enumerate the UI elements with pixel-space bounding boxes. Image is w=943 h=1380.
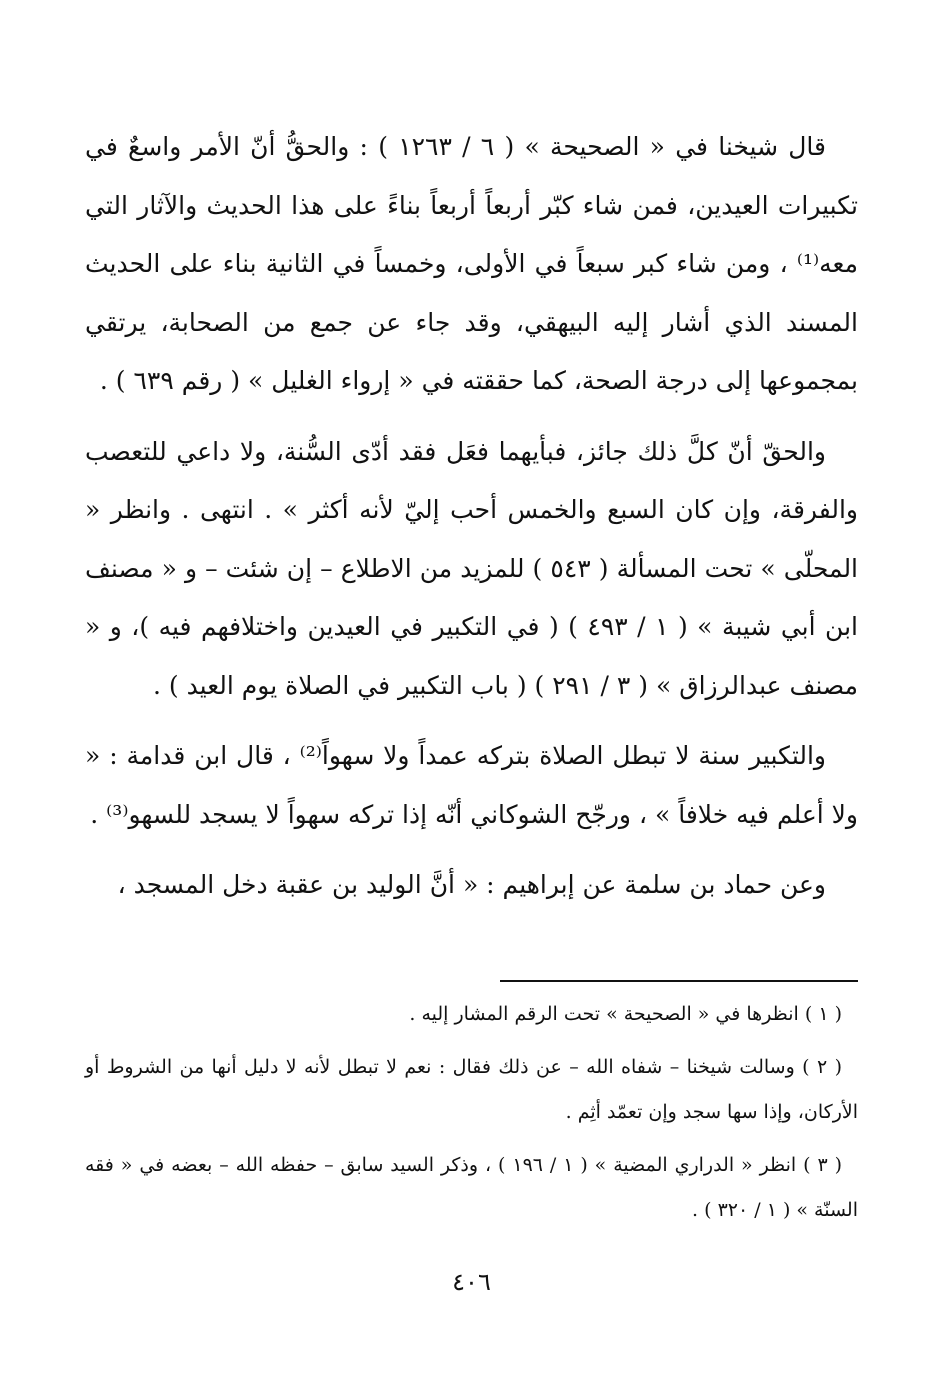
paragraph-2: والحقّ أنّ كلَّ ذلك جائز، فبأيهما فعَل فقد أدّى السُّنة، ولا داعي للتعصب والفرقة، وإن كان السبع والخمس أحب إليّ لأنه أكثر » . انتهى . وانظر « المحلّى » تحت المسألة ( ٥٤٣ ) للمزيد من الاطلاع – إن شئت – و « مصنف ابن أبي شيبة » ( ١ / ٤٩٣ ) ( في التكبير في العيدين واختلافهم فيه )، و « مصنف عبدالرزاق » ( ٣ / ٢٩١ ) ( باب التكبير في الصلاة يوم العيد ) . xyxy=(85,436,859,700)
footnote-separator xyxy=(500,980,858,982)
footnote-2: ( ٢ ) وسالت شيخنا – شفاه الله – عن ذلك فقال : نعم لا تبطل لأنه لا دليل أنها من الشروط أو الأركان، وإذا سها سجد وإن تعمّد أثِم . xyxy=(85,1056,858,1123)
paragraph-3: والتكبير سنة لا تبطل الصلاة بتركه عمداً ولا سهواً⁽²⁾ ، قال ابن قدامة : « ولا أعلم فيه خلافاً » ، ورجّح الشوكاني أنّه إذا تركه سهواً لا يسجد للسهو⁽³⁾ . xyxy=(85,741,858,829)
footnote-1: ( ١ ) انظرها في « الصحيحة » تحت الرقم المشار إليه . xyxy=(409,1003,842,1025)
footnotes xyxy=(85,992,858,1241)
paragraph-4: وعن حماد بن سلمة عن إبراهيم : « أنَّ الوليد بن عقبة دخل المسجد ، xyxy=(117,870,826,899)
footnote-3: ( ٣ ) انظر « الدراري المضية » ( ١ / ١٩٦ ) ، وذكر السيد سابق – حفظه الله – بعضه في « فقه السنّة » ( ١ / ٣٢٠ ) . xyxy=(85,1154,858,1221)
page-number: ٤٠٦ xyxy=(452,1268,491,1296)
main-text xyxy=(85,118,858,927)
paragraph-1: قال شيخنا في « الصحيحة » ( ٦ / ١٢٦٣ ) : والحقُّ أنّ الأمر واسعٌ في تكبيرات العيدين، فمن شاء كبّر أربعاً أربعاً بناءً على هذا الحديث والآثار التي معه⁽¹⁾ ، ومن شاء كبر سبعاً في الأولى، وخمساً في الثانية بناء على الحديث المسند الذي أشار إليه البيهقي، وقد جاء عن جمع من الصحابة، يرتقي بمجموعها إلى درجة الصحة، كما حققته في « إرواء الغليل » ( رقم ٦٣٩ ) . xyxy=(85,132,858,395)
